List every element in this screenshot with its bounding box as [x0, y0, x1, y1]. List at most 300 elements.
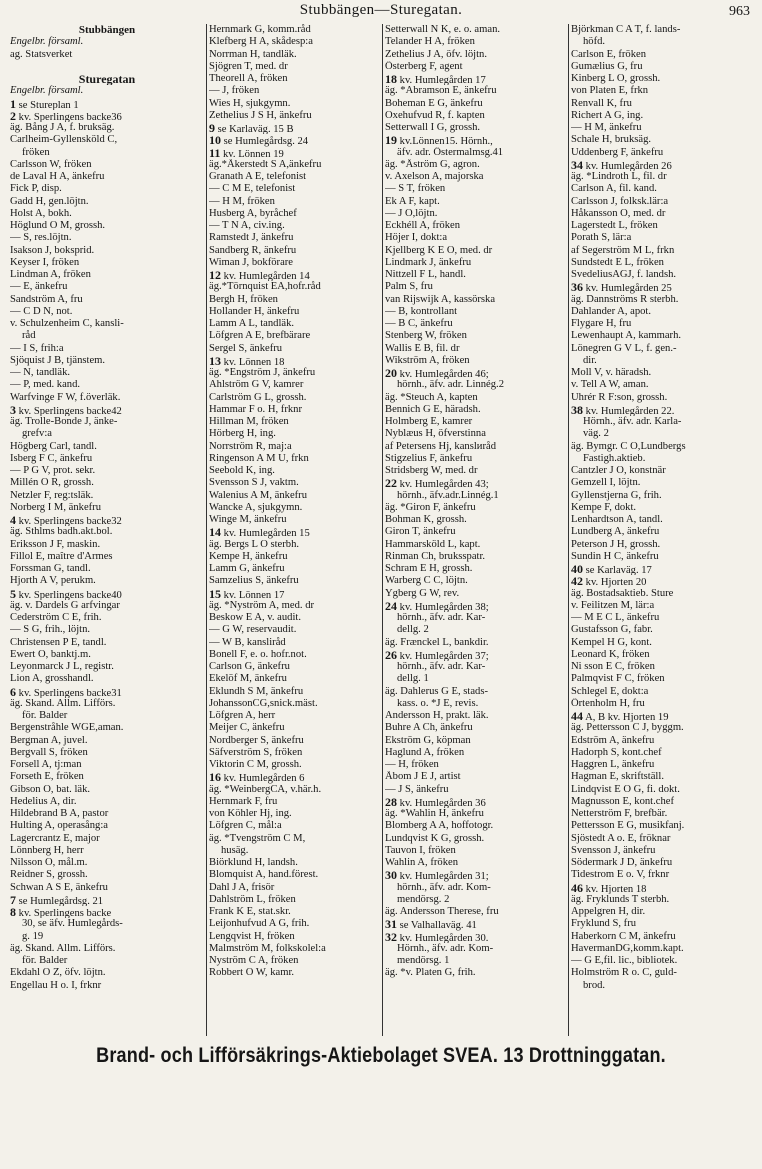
resident-entry: Moll V, v. häradsh. [571, 367, 652, 378]
resident-entry: äg. Skand. Allm. Lifförs. [10, 942, 116, 954]
resident-entry: äg. *Åström G, agron. [385, 158, 480, 170]
resident-entry: hörnh., äfv. adr. Kar- [397, 661, 486, 672]
resident-entry: de Laval H A, änkefru [10, 171, 105, 182]
resident-entry: Ringenson A M U, frkn [209, 452, 309, 464]
resident-entry: äfv. adr. Östermalmsg.41 [397, 146, 504, 158]
resident-entry: Winge M, änkefru [209, 514, 287, 525]
resident-entry: Nittzell F L, handl. [385, 269, 466, 280]
resident-entry: Wikström A, fröken [385, 354, 470, 366]
resident-entry: Carlson G, änkefru [209, 661, 290, 672]
resident-entry: Österberg F, agent [385, 60, 463, 72]
resident-entry: Cederström C E, frih. [10, 612, 102, 623]
resident-entry: äg. Bostadsaktieb. Sture [571, 587, 674, 599]
entry-text: kv. Sperlingens backe36 [16, 111, 122, 122]
resident-entry: Meijer C, änkefru [209, 722, 285, 734]
resident-entry: Millén O R, grossh. [10, 477, 94, 489]
resident-entry: Ekström G, köpman [385, 734, 471, 746]
resident-entry: äg. Trolle-Bonde J, änke- [10, 416, 118, 427]
resident-entry: äg. *Wahlin H, änkefru [385, 808, 484, 819]
address-entry [209, 122, 380, 134]
resident-entry: Hörnh., äfv. adr. Karla- [583, 416, 682, 427]
house-number: 24 [385, 599, 397, 612]
resident-entry: Forssman G, tandl. [10, 563, 91, 574]
house-number: 42 [571, 575, 583, 588]
resident-entry: äg. *Lindroth L, fil. dr [571, 171, 667, 182]
resident-entry: äg. *Steuch A, kapten [385, 391, 478, 403]
resident-entry: Uddenberg F, änkefru [571, 146, 664, 158]
resident-entry: — J S, änkefru [385, 783, 449, 795]
resident-entry: — C D N, not. [10, 305, 73, 317]
resident-entry: Hjorth A V, perukm. [10, 575, 96, 587]
resident-entry: Carlson E, fröken [571, 48, 647, 60]
entry-text: kv. Humlegården 46; [397, 369, 489, 380]
resident-entry: Haberkorn C M, änkefru [571, 930, 676, 942]
resident-entry: Walenius A M, änkefru [209, 489, 308, 501]
resident-entry: JohanssonCG,snick.mäst. [209, 697, 318, 709]
resident-entry: v. Axelson A, majorska [385, 171, 484, 182]
house-number: 8 [10, 906, 16, 919]
house-number: 20 [385, 367, 397, 380]
house-number: 10 [209, 134, 221, 147]
resident-entry: Bergman A, juvel. [10, 734, 88, 746]
resident-entry: Höglund O M, grossh. [10, 220, 106, 231]
resident-entry: Leonard K, fröken [571, 648, 650, 660]
resident-entry: Wancke A, sjukgymn. [209, 501, 303, 513]
resident-entry: hörnh., äfv. adr. Linnég.2 [397, 379, 504, 391]
resident-entry: — N, tandläk. [10, 367, 71, 378]
resident-entry: för. Balder [22, 955, 68, 966]
address-entry [385, 134, 566, 146]
resident-entry: — T N A, civ.ing. [209, 220, 285, 231]
address-entry [10, 98, 204, 110]
resident-entry: Leijonhufvud A G, frih. [209, 918, 310, 930]
house-number: 18 [385, 73, 397, 86]
resident-entry: Åbom J E J, artist [385, 771, 461, 783]
resident-entry: Lindqvist E O G, fi. dokt. [571, 783, 680, 795]
address-entry [385, 477, 566, 489]
resident-entry: Hernmark F, fru [209, 795, 278, 807]
resident-entry: Ekelöf M, änkefru [209, 673, 287, 685]
resident-entry: Oxehufvud R, f. kapten [385, 109, 485, 121]
resident-entry: Klefberg H A, skådesp:a [209, 36, 313, 48]
resident-entry: Gumælius G, fru [571, 60, 643, 72]
section-heading: Sturegatan [78, 73, 136, 86]
resident-entry: Cantzler J O, konstnär [571, 465, 666, 476]
resident-entry: Schwan A S E, änkefru [10, 881, 108, 893]
address-entry [385, 367, 566, 379]
house-number: 34 [571, 158, 583, 171]
house-number: 28 [385, 795, 397, 808]
entry-text: kv. Humlegården 17 [397, 75, 486, 86]
resident-entry: Blomquist A, hand.förest. [209, 869, 319, 881]
address-entry [571, 575, 754, 587]
address-entry [571, 563, 754, 575]
resident-entry: Sjögren T, med. dr [209, 60, 288, 72]
resident-entry: Eriksson J F, maskin. [10, 538, 101, 550]
house-number: 22 [385, 477, 397, 490]
resident-entry: äg. *WeinbergCA, v.här.h. [209, 783, 322, 795]
resident-entry: v. Tell A W, aman. [571, 379, 649, 391]
address-entry [385, 869, 566, 881]
resident-entry: Hulting A, operasång:a [10, 820, 108, 832]
resident-entry: Blomberg A A, hoffotogr. [385, 820, 494, 832]
entry-text: kv. Humlegården 26 [583, 160, 672, 171]
resident-entry: Schram E H, grossh. [385, 563, 473, 574]
resident-entry: Lenhardtson A, tandl. [571, 514, 663, 525]
resident-entry: Fastigh.aktieb. [583, 452, 646, 464]
resident-entry: husäg. [221, 844, 249, 856]
entry-text: kv. Lönnen 18 [221, 356, 285, 367]
resident-entry: Netterström F, brefbär. [571, 808, 668, 819]
resident-entry: Bohman K, grossh. [385, 514, 467, 525]
resident-entry: äg. *v. Platen G, frih. [385, 967, 476, 979]
entry-text: kv. Hjorten 18 [583, 883, 647, 894]
resident-entry: äg. *Engström J, änkefru [209, 367, 316, 378]
resident-entry: Setterwall N K, e. o. aman. [385, 24, 501, 35]
resident-entry: — I S, frih:a [10, 342, 64, 354]
resident-entry: — E, änkefru [10, 281, 68, 293]
resident-entry: Kempel H G, kont. [571, 636, 652, 648]
entry-text: kv. Humlegården 15 [221, 528, 310, 539]
house-number: 32 [385, 930, 397, 943]
resident-entry: äg. *Giron F, änkefru [385, 501, 476, 513]
resident-entry: Frank K E, stat.skr. [209, 906, 291, 917]
resident-entry: Lamm A L, tandläk. [209, 318, 295, 329]
house-number: 11 [209, 146, 221, 159]
resident-entry: Samzelius S, änkefru [209, 575, 299, 587]
resident-entry: Fryklund S, fru [571, 918, 637, 930]
entry-text: kv. Humlegården 36 [397, 797, 486, 808]
resident-entry: — J O,löjtn. [385, 207, 438, 219]
resident-entry: Wallis E B, fil. dr [385, 342, 460, 354]
resident-entry: Carlström G L, grossh. [209, 391, 307, 403]
resident-entry: Warberg C C, löjtn. [385, 575, 468, 587]
resident-entry: Högberg Carl, tandl. [10, 440, 97, 452]
entry-text: se Karlaväg. 15 B [215, 124, 294, 135]
resident-entry: Edström A, änkefru [571, 734, 655, 746]
resident-entry: för. Balder [22, 710, 68, 721]
resident-entry: Zethelius J S H, änkefru [209, 109, 312, 121]
resident-entry: — G W, reservaudit. [209, 624, 297, 636]
resident-entry: Stenberg W, fröken [385, 330, 467, 342]
resident-entry: Boheman E G, änkefru [385, 97, 483, 109]
resident-entry: Carlheim-Gyllensköld C, [10, 134, 118, 146]
resident-entry: Wahlin A, fröken [385, 857, 458, 868]
resident-entry: Hernmark G, komm.råd [209, 24, 311, 35]
directory-column-1 [8, 24, 206, 1036]
resident-entry: Lion A, grosshandl. [10, 673, 94, 685]
resident-entry: Bergh H, fröken [209, 293, 278, 305]
address-entry [10, 894, 204, 906]
resident-entry: — H M, änkefru [571, 122, 642, 133]
house-number: 36 [571, 281, 583, 294]
house-number: 1 [10, 97, 16, 110]
resident-entry: Gyllenstjerna G, frih. [571, 489, 662, 501]
resident-entry: — W B, kansliråd [209, 636, 286, 648]
address-entry [385, 600, 566, 612]
resident-entry: äg. Dahlerus G E, stads- [385, 685, 488, 697]
resident-entry: Nyström C A, fröken [209, 955, 299, 966]
resident-entry: Löfgren A, herr [209, 710, 276, 721]
resident-entry: — C M E, telefonist [209, 183, 296, 195]
address-entry [385, 649, 566, 661]
address-entry [385, 918, 566, 930]
resident-entry: Lindman A, fröken [10, 269, 91, 280]
house-number: 9 [209, 122, 215, 135]
resident-entry: äg. Bergs L O sterbh. [209, 538, 300, 550]
resident-entry: — S T, fröken [385, 183, 446, 195]
resident-entry: Gadd H, gen.löjtn. [10, 195, 89, 207]
house-number: 4 [10, 514, 16, 527]
resident-entry: Norrström R, maj:a [209, 440, 292, 452]
resident-entry: Sundin H C, änkefru [571, 550, 659, 562]
resident-entry: — P, med. kand. [10, 379, 81, 391]
resident-entry: äg. *Abramson E, änkefru [385, 85, 497, 97]
resident-entry: ag. Statsverket [10, 48, 73, 60]
resident-entry: Sandström A, fru [10, 293, 83, 305]
page-header [0, 2, 762, 24]
resident-entry: Hörberg H, ing. [209, 428, 276, 440]
resident-entry: Sundstedt E L, fröken [571, 256, 664, 268]
entry-text: kv. Sperlingens backe [16, 908, 112, 919]
directory-column-3 [382, 24, 568, 1036]
resident-entry: Nilsson O, mål.m. [10, 857, 88, 868]
resident-entry: van Rijswijk A, kassörska [385, 293, 496, 305]
resident-entry: äg. Pettersson C J, byggm. [571, 722, 684, 734]
house-number: 7 [10, 893, 16, 906]
resident-entry: v. Feilitzen M, lär:a [571, 599, 655, 611]
house-number: 16 [209, 771, 221, 784]
resident-entry: Giron T, änkefru [385, 526, 456, 538]
resident-entry: Bergvall S, fröken [10, 746, 88, 758]
address-entry [209, 771, 380, 783]
resident-entry: Gibson O, bat. läk. [10, 783, 91, 795]
house-number: 13 [209, 354, 221, 367]
entry-text: kv. Sperlingens backe32 [16, 516, 122, 527]
resident-entry: Ni sson E C, fröken [571, 661, 655, 672]
directory-columns [8, 24, 756, 1036]
resident-entry: Hammar F o. H, frknr [209, 403, 302, 415]
resident-entry: — G E,fil. lic., bibliotek. [571, 955, 678, 966]
house-number: 19 [385, 134, 397, 147]
resident-entry: Ahlström G V, kamrer [209, 379, 304, 391]
resident-entry: fröken [22, 146, 50, 158]
resident-entry: äg. Andersson Therese, fru [385, 906, 499, 917]
resident-entry: Dahlström L, fröken [209, 893, 296, 905]
resident-entry: g. 19 [22, 930, 44, 942]
resident-entry: — H M, fröken [209, 195, 275, 207]
resident-entry: råd [22, 330, 36, 342]
resident-entry: Engelbr. församl. [10, 85, 84, 97]
address-entry [209, 355, 380, 367]
resident-entry: äg. Sthlms badh.akt.bol. [10, 526, 113, 538]
resident-entry: Isberg F C, änkefru [10, 452, 93, 464]
resident-entry: väg. 2 [583, 428, 609, 440]
resident-entry: — M E C L, änkefru [571, 612, 660, 623]
resident-entry: Ewert O, banktj.m. [10, 648, 91, 660]
resident-entry: Andersson H, prakt. läk. [385, 710, 489, 721]
resident-entry: Carlsson J, folksk.lär:a [571, 195, 669, 207]
resident-entry: Fillol E, maître d'Armes [10, 550, 113, 562]
resident-entry: Bennich G E, häradsh. [385, 403, 481, 415]
resident-entry: Magnusson E, kont.chef [571, 795, 674, 807]
resident-entry: Engelbr. församl. [10, 36, 84, 48]
resident-entry: Lundberg A, änkefru [571, 526, 660, 538]
resident-entry: Stridsberg W, med. dr [385, 465, 478, 476]
house-number: 26 [385, 648, 397, 661]
resident-entry: Beskow E A, v. audit. [209, 612, 302, 623]
entry-text: kv. Humlegården 6 [221, 773, 305, 784]
resident-entry: Björkman C A T, f. lands- [571, 24, 681, 35]
house-number: 14 [209, 526, 221, 539]
resident-entry: — S G, frih., löjtn. [10, 624, 91, 636]
resident-entry: Robbert O W, kamr. [209, 967, 295, 979]
resident-entry: HavermanDG,komm.kapt. [571, 942, 684, 954]
house-number: 44 [571, 710, 583, 723]
resident-entry: Svensson S J, vaktm. [209, 477, 299, 489]
resident-entry: Schale H, bruksäg. [571, 134, 652, 146]
house-number: 6 [10, 685, 16, 698]
resident-entry: äg. Dannströms R sterbh. [571, 293, 679, 305]
resident-entry: Håkansson O, med. dr [571, 207, 666, 219]
resident-entry: Kempe H, änkefru [209, 550, 288, 562]
resident-entry: brod. [583, 979, 606, 991]
resident-entry: Schlegel E, dokt:a [571, 685, 649, 697]
address-entry [385, 73, 566, 85]
resident-entry: dir. [583, 354, 597, 366]
resident-entry: äg. Bång J A, f. bruksäg. [10, 122, 115, 133]
entry-text: se Karlaväg. 17 [583, 565, 652, 576]
resident-entry: Sjöquist J B, tjänstem. [10, 354, 106, 366]
address-entry [209, 147, 380, 159]
resident-entry: Porath S, lär:a [571, 232, 632, 244]
resident-entry: Haggren L, änkefru [571, 759, 655, 770]
resident-entry: Gemzell I, löjtn. [571, 477, 641, 489]
address-entry [10, 588, 204, 600]
page-title: Stubbängen—Sturegatan. [299, 2, 463, 18]
resident-entry: — B C, änkefru [385, 318, 453, 329]
resident-entry: Säfverström S, fröken [209, 746, 303, 758]
resident-entry: — H, fröken [385, 759, 439, 770]
address-entry [10, 404, 204, 416]
house-number: 3 [10, 403, 16, 416]
resident-entry: äg. Skand. Allm. Lifförs. [10, 697, 116, 709]
resident-entry: Eklundh S M, änkefru [209, 685, 304, 697]
resident-entry: Richert A G, ing. [571, 109, 644, 121]
page-number: 963 [729, 4, 750, 19]
resident-entry: Carlson A, fil. kand. [571, 183, 657, 195]
resident-entry: Ekdahl O Z, öfv. löjtn. [10, 967, 106, 979]
resident-entry: Keyser I, fröken [10, 256, 80, 268]
resident-entry: Ygberg G W, rev. [385, 587, 460, 599]
address-entry [385, 931, 566, 943]
resident-entry: äg. v. Dardels G arfvingar [10, 599, 120, 611]
address-entry [385, 796, 566, 808]
resident-entry: Tidestrom E o. V, frknr [571, 869, 670, 881]
resident-entry: Bergenstråhle WGE,aman. [10, 722, 124, 734]
resident-entry: äg.*Åkerstedt S A,änkefru [209, 158, 322, 170]
resident-entry: Renvall K, fru [571, 97, 632, 109]
resident-entry: von Köhler Hj, ing. [209, 808, 292, 819]
resident-entry: Stigzelius F, änkefru [385, 452, 473, 464]
resident-entry: Reidner S, grossh. [10, 869, 88, 881]
address-entry [209, 269, 380, 281]
resident-entry: Hillman M, fröken [209, 416, 289, 427]
address-entry [10, 686, 204, 698]
resident-entry: Christensen P E, tandl. [10, 636, 107, 648]
house-number: 30 [385, 869, 397, 882]
entry-text: se Humlegårdsg. 24 [221, 136, 309, 147]
resident-entry: äg. *Nyström A, med. dr [209, 599, 315, 611]
resident-entry: Wiman J, bokförare [209, 256, 293, 268]
address-entry [10, 110, 204, 122]
resident-entry: Sergel S, änkefru [209, 342, 283, 354]
resident-entry: Lönegren G V L, f. gen.- [571, 342, 677, 354]
address-entry [571, 710, 754, 722]
resident-entry: Engellau H o. I, frknr [10, 979, 102, 991]
resident-entry: Nyblæus H, öfverstinna [385, 428, 486, 440]
resident-entry: Södermark J D, änkefru [571, 857, 673, 868]
resident-entry: — S, res.löjtn. [10, 232, 72, 244]
resident-entry: Löfgren C, mål:a [209, 820, 282, 832]
resident-entry: Palm S, fru [385, 281, 433, 293]
advertisement-footer: Brand- och Lifförsäkrings-Aktiebolaget SVEA. 13 Drottninggatan. [96, 1044, 666, 1067]
resident-entry: Kinberg L O, grossh. [571, 73, 661, 84]
resident-entry: Forseth E, fröken [10, 771, 84, 783]
address-entry [10, 906, 204, 918]
entry-text: kv. Humlegården 38; [397, 601, 489, 612]
resident-entry: Pettersson E G, musikfanj. [571, 820, 685, 832]
resident-entry: hörnh., äfv.adr.Linnég.1 [397, 489, 499, 501]
resident-entry: Flygare H, fru [571, 318, 632, 329]
entry-text: se Stureplan 1 [16, 99, 79, 110]
entry-text: kv. Humlegården 43; [397, 479, 489, 490]
address-entry [209, 134, 380, 146]
address-entry [209, 588, 380, 600]
resident-entry: Örtenholm H, fru [571, 697, 645, 709]
resident-entry: Wies H, sjukgymn. [209, 97, 291, 109]
resident-entry: Holst A, bokh. [10, 207, 72, 219]
resident-entry: äg. *Tvengström C M, [209, 832, 306, 844]
resident-entry: mendörsg. 2 [397, 893, 450, 905]
resident-entry: 30, se äfv. Humlegårds- [22, 918, 123, 930]
resident-entry: äg. Frænckel L, bankdir. [385, 636, 489, 648]
resident-entry: Peterson J H, grossh. [571, 538, 661, 550]
entry-text: kv. Sperlingens backe40 [16, 589, 122, 600]
resident-entry: Hammarsköld L, kapt. [385, 538, 481, 550]
resident-entry: Zethelius J A, öfv. löjtn. [385, 48, 488, 60]
resident-entry: Uhrér R F:son, grossh. [571, 391, 668, 403]
resident-entry: Kjellberg K E O, med. dr [385, 244, 493, 256]
entry-text: kv. Hjorten 20 [583, 577, 647, 588]
resident-entry: — P G V, prot. sekr. [10, 465, 96, 476]
address-entry [571, 404, 754, 416]
entry-text: kv.Lönnen15. Hörnh., [397, 136, 493, 147]
resident-entry: Holmberg E, kamrer [385, 416, 473, 427]
address-entry [10, 514, 204, 526]
resident-entry: Sandberg R, änkefru [209, 244, 297, 256]
entry-text: kv. Lönnen 17 [221, 589, 285, 600]
resident-entry: Bonell F, e. o. hofr.not. [209, 648, 307, 660]
resident-entry: Appelgren H, dir. [571, 906, 646, 917]
resident-entry: Setterwall I G, grossh. [385, 122, 481, 133]
house-number: 12 [209, 269, 221, 282]
resident-entry: hörnh., äfv. adr. Kom- [397, 881, 491, 893]
resident-entry: Warfvinge F W, f.överläk. [10, 391, 121, 403]
entry-text: A, B kv. Hjorten 19 [583, 712, 669, 723]
resident-entry: dellg. 1 [397, 673, 429, 685]
section-heading: Stubbängen [78, 24, 136, 36]
